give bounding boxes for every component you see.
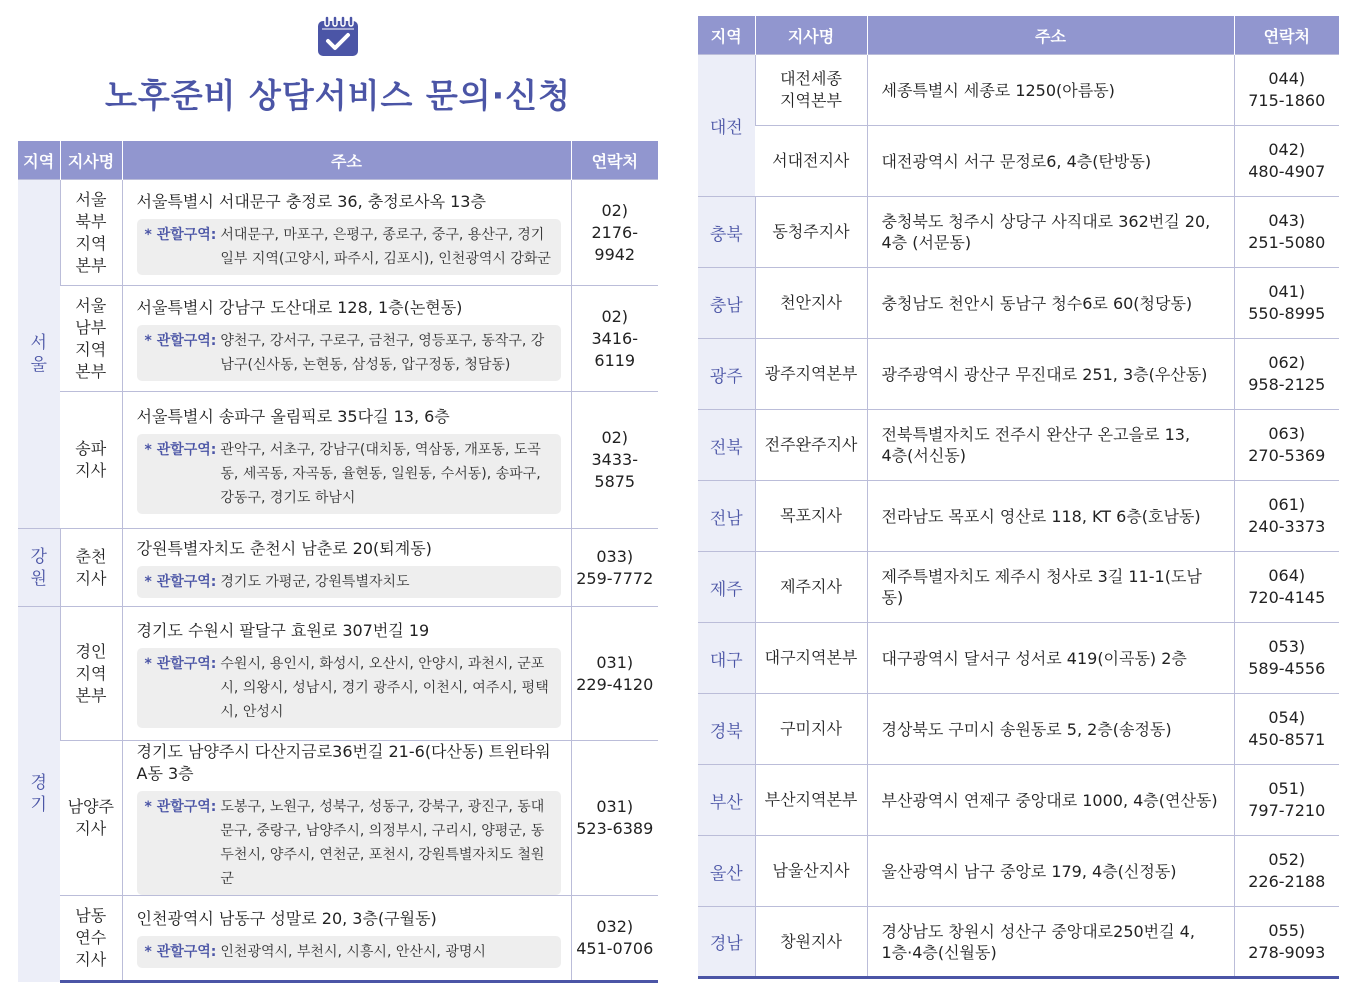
branch-cell: 전주완주지사 — [755, 410, 867, 481]
address-cell — [122, 529, 571, 607]
jurisdiction-text: 수원시, 용인시, 화성시, 오산시, 안양시, 과천시, 군포시, 의왕시, 성남시, 경기 광주시, 이천시, 여주시, 평택시, 안성시 — [220, 655, 549, 720]
jurisdiction-text: 서대문구, 마포구, 은평구, 종로구, 중구, 용산구, 경기 일부 지역(고양시, 파주시, 김포시), 인천광역시 강화군 — [220, 226, 551, 267]
header-region: 지역 — [698, 16, 755, 55]
contact-cell: 055) 278-9093 — [1234, 907, 1339, 978]
region-cell: 충북 — [698, 197, 755, 268]
jurisdiction-text: 경기도 가평군, 강원특별자치도 — [220, 573, 410, 590]
branch-cell: 서울남부지역본부 — [60, 286, 122, 392]
branch-cell: 춘천지사 — [60, 529, 122, 607]
contact-cell: 033) 259-7772 — [571, 529, 658, 607]
contact-cell: 032) 451-0706 — [571, 896, 658, 982]
table-header-row — [18, 141, 658, 180]
calendar-check-icon — [316, 14, 360, 58]
header-address: 주소 — [867, 16, 1234, 55]
table-row — [698, 126, 1339, 197]
region-cell: 대전 — [698, 55, 755, 197]
jurisdiction-box: * 관할구역: 도봉구, 노원구, 성북구, 성동구, 강북구, 광진구, 동대문구, 중랑구, 남양주시, 의정부시, 구리시, 양평군, 동두천시, 양주시, 연천군, 포천시, 강원특별자치도 철원군 — [137, 791, 561, 895]
jurisdiction-box: * 관할구역: 양천구, 강서구, 구로구, 금천구, 영등포구, 동작구, 강남구(신사동, 논현동, 삼성동, 압구정동, 청담동) — [137, 325, 561, 381]
region-cell: 경남 — [698, 907, 755, 978]
header-branch: 지사명 — [755, 16, 867, 55]
branch-cell: 동청주지사 — [755, 197, 867, 268]
branch-table-left — [18, 141, 658, 983]
address-cell: 대전광역시 서구 문정로6, 4층(탄방동) — [867, 126, 1234, 197]
header-address: 주소 — [122, 141, 571, 180]
address-cell: 대구광역시 달서구 성서로 419(이곡동) 2층 — [867, 623, 1234, 694]
address-cell: 울산광역시 남구 중앙로 179, 4층(신정동) — [867, 836, 1234, 907]
address-cell: 부산광역시 연제구 중앙대로 1000, 4층(연산동) — [867, 765, 1234, 836]
branch-cell: 서울북부지역본부 — [60, 180, 122, 286]
address-text: 경기도 남양주시 다산지금로36번길 21-6(다산동) 트윈타워A동 3층 — [136, 742, 551, 783]
contact-cell: 044) 715-1860 — [1234, 55, 1339, 126]
table-row — [18, 392, 658, 529]
header-contact: 연락처 — [571, 141, 658, 180]
table-row — [698, 836, 1339, 907]
header-region: 지역 — [18, 141, 60, 180]
branch-cell: 천안지사 — [755, 268, 867, 339]
page-title: 노후준비 상담서비스 문의·신청 — [105, 76, 571, 115]
contact-cell: 043) 251-5080 — [1234, 197, 1339, 268]
branch-cell: 창원지사 — [755, 907, 867, 978]
contact-cell: 062) 958-2125 — [1234, 339, 1339, 410]
branch-cell: 송파지사 — [60, 392, 122, 529]
region-cell: 대구 — [698, 623, 755, 694]
jurisdiction-box: * 관할구역: 수원시, 용인시, 화성시, 오산시, 안양시, 과천시, 군포시, 의왕시, 성남시, 경기 광주시, 이천시, 여주시, 평택시, 안성시 — [137, 648, 561, 728]
jurisdiction-box: * 관할구역: 관악구, 서초구, 강남구(대치동, 역삼동, 개포동, 도곡동, 세곡동, 자곡동, 율현동, 일원동, 수서동), 송파구, 강동구, 경기도 하남시 — [137, 434, 561, 514]
address-cell: 제주특별자치도 제주시 청사로 3길 11-1(도남동) — [867, 552, 1234, 623]
table-row — [698, 623, 1339, 694]
jurisdiction-text: 관악구, 서초구, 강남구(대치동, 역삼동, 개포동, 도곡동, 세곡동, 자곡동, 율현동, 일원동, 수서동), 송파구, 강동구, 경기도 하남시 — [220, 442, 541, 506]
region-cell: 충남 — [698, 268, 755, 339]
contact-cell: 031) 523-6389 — [571, 741, 658, 896]
table-row — [18, 741, 658, 896]
branch-cell: 서대전지사 — [755, 126, 867, 197]
region-cell: 전남 — [698, 481, 755, 552]
contact-cell: 02) 3433-5875 — [571, 392, 658, 529]
branch-cell: 부산지역본부 — [755, 765, 867, 836]
header-contact: 연락처 — [1234, 16, 1339, 55]
jurisdiction-box: * 관할구역: 경기도 가평군, 강원특별자치도 — [137, 566, 561, 598]
branch-cell: 목포지사 — [755, 481, 867, 552]
branch-cell: 제주지사 — [755, 552, 867, 623]
address-text: 서울특별시 송파구 올림픽로 35다길 13, 6층 — [136, 407, 450, 426]
branch-cell: 남울산지사 — [755, 836, 867, 907]
address-text: 강원특별자치도 춘천시 남춘로 20(퇴계동) — [136, 538, 432, 558]
address-text: 서울특별시 강남구 도산대로 128, 1층(논현동) — [136, 297, 463, 317]
branch-cell: 구미지사 — [755, 694, 867, 765]
contact-cell: 054) 450-8571 — [1234, 694, 1339, 765]
address-text: 경기도 수원시 팔달구 효원로 307번길 19 — [136, 620, 430, 640]
region-cell: 전북 — [698, 410, 755, 481]
region-cell: 부산 — [698, 765, 755, 836]
contact-cell: 042) 480-4907 — [1234, 126, 1339, 197]
branch-table-right — [698, 16, 1339, 979]
address-cell: 세종특별시 세종로 1250(아름동) — [867, 55, 1234, 126]
table-row — [698, 694, 1339, 765]
table-row — [698, 55, 1339, 126]
contact-cell: 02) 2176-9942 — [571, 180, 658, 286]
table-row — [698, 197, 1339, 268]
jurisdiction-box: * 관할구역: 인천광역시, 부천시, 시흥시, 안산시, 광명시 — [137, 936, 561, 968]
table-row — [698, 410, 1339, 481]
table-row — [698, 765, 1339, 836]
contact-cell: 02) 3416-6119 — [571, 286, 658, 392]
region-cell: 제주 — [698, 552, 755, 623]
branch-cell: 경인지역본부 — [60, 607, 122, 741]
table-row — [698, 268, 1339, 339]
region-cell: 광주 — [698, 339, 755, 410]
address-cell — [122, 607, 571, 741]
contact-cell: 052) 226-2188 — [1234, 836, 1339, 907]
jurisdiction-text: 도봉구, 노원구, 성북구, 성동구, 강북구, 광진구, 동대문구, 중랑구, 남양주시, 의정부시, 구리시, 양평군, 동두천시, 양주시, 연천군, 포천시, 강원특별자치도 철원군 — [220, 799, 545, 887]
address-cell: 전라남도 목포시 영산로 118, KT 6층(호남동) — [867, 481, 1234, 552]
region-cell: 울산 — [698, 836, 755, 907]
region-cell: 서울 — [18, 180, 60, 529]
address-cell: 경상남도 창원시 성산구 중앙대로250번길 4, 1층·4층(신월동) — [867, 907, 1234, 978]
address-cell: 광주광역시 광산구 무진대로 251, 3층(우산동) — [867, 339, 1234, 410]
table-row — [18, 286, 658, 392]
branch-cell: 광주지역본부 — [755, 339, 867, 410]
contact-cell: 031) 229-4120 — [571, 607, 658, 741]
branch-cell: 대전세종 지역본부 — [755, 55, 867, 126]
table-row — [698, 552, 1339, 623]
address-cell — [122, 392, 571, 529]
jurisdiction-text: 양천구, 강서구, 구로구, 금천구, 영등포구, 동작구, 강남구(신사동, 논현동, 삼성동, 압구정동, 청담동) — [220, 332, 545, 373]
contact-cell: 061) 240-3373 — [1234, 481, 1339, 552]
header-branch: 지사명 — [60, 141, 122, 180]
address-cell — [122, 286, 571, 392]
branch-cell: 남동연수지사 — [60, 896, 122, 982]
table-header-row — [698, 16, 1339, 55]
region-cell: 경북 — [698, 694, 755, 765]
table-row — [698, 907, 1339, 978]
address-cell — [122, 896, 571, 982]
jurisdiction-text: 인천광역시, 부천시, 시흥시, 안산시, 광명시 — [220, 944, 486, 960]
region-cell: 강원 — [18, 529, 60, 607]
table-row — [18, 180, 658, 286]
address-text: 서울특별시 서대문구 충정로 36, 충정로사옥 13층 — [136, 191, 486, 211]
table-row — [18, 896, 658, 982]
branch-cell: 남양주지사 — [60, 741, 122, 896]
address-cell: 전북특별자치도 전주시 완산구 온고을로 13, 4층(서신동) — [867, 410, 1234, 481]
address-cell: 충청북도 청주시 상당구 사직대로 362번길 20, 4층 (서문동) — [867, 197, 1234, 268]
branch-cell: 대구지역본부 — [755, 623, 867, 694]
jurisdiction-box: * 관할구역: 서대문구, 마포구, 은평구, 종로구, 중구, 용산구, 경기 일부 지역(고양시, 파주시, 김포시), 인천광역시 강화군 — [137, 219, 561, 275]
table-row — [698, 339, 1339, 410]
table-row — [18, 529, 658, 607]
address-text: 인천광역시 남동구 성말로 20, 3층(구월동) — [136, 909, 437, 928]
address-cell: 충청남도 천안시 동남구 청수6로 60(청당동) — [867, 268, 1234, 339]
address-cell — [122, 741, 571, 896]
region-cell: 경기 — [18, 607, 60, 982]
table-row — [18, 607, 658, 741]
contact-cell: 051) 797-7210 — [1234, 765, 1339, 836]
address-cell — [122, 180, 571, 286]
contact-cell: 041) 550-8995 — [1234, 268, 1339, 339]
address-cell: 경상북도 구미시 송원동로 5, 2층(송정동) — [867, 694, 1234, 765]
table-row — [698, 481, 1339, 552]
contact-cell: 064) 720-4145 — [1234, 552, 1339, 623]
contact-cell: 063) 270-5369 — [1234, 410, 1339, 481]
contact-cell: 053) 589-4556 — [1234, 623, 1339, 694]
